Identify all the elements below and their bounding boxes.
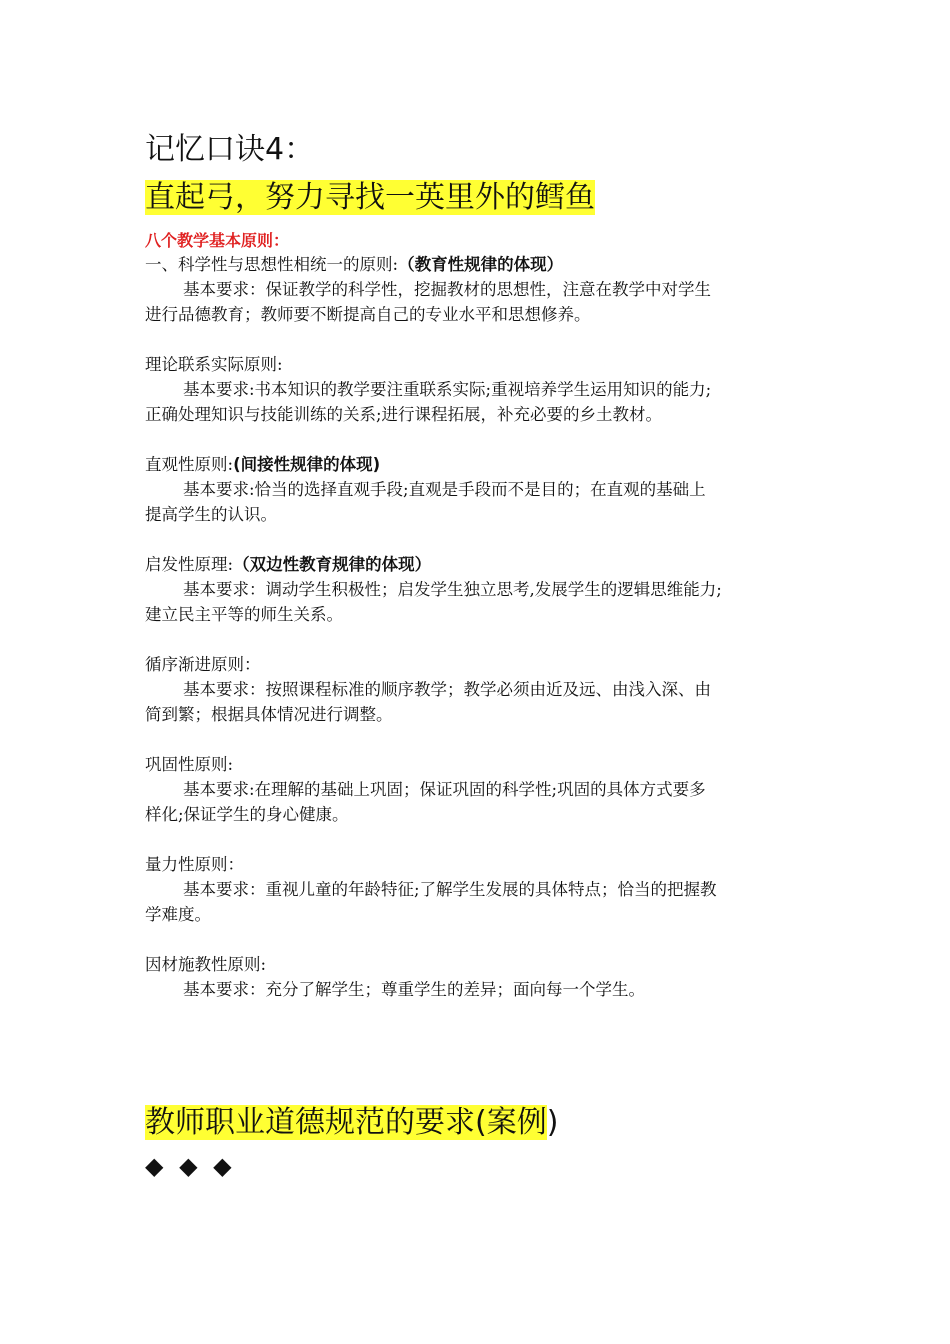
ethics-section	[145, 1097, 558, 1145]
diamond-bullets: ◆ ◆ ◆	[145, 1152, 236, 1180]
principle-8-line-1: 基本要求：充分了解学生；尊重学生的差异；面向每一个学生。	[183, 980, 645, 999]
principle-3-line-2: 提高学生的认识。	[145, 505, 277, 524]
principle-5-line-2: 简到繁；根据具体情况进行调整。	[145, 705, 393, 724]
principle-6-line-2: 样化;保证学生的身心健康。	[145, 805, 349, 824]
principle-1-label: 一、科学性与思想性相统一的原则:	[145, 255, 399, 274]
principle-7-line-1: 基本要求：重视儿童的年龄特征;了解学生发展的具体特点；恰当的把握教	[183, 880, 717, 899]
ethics-heading-part-a: 教师职业道德规范的要求(	[145, 1105, 487, 1140]
principle-3-title	[145, 452, 825, 477]
mnemonic-heading	[145, 176, 825, 220]
principle-4-line-1: 基本要求：调动学生积极性；启发学生独立思考,发展学生的逻辑思维能力;	[183, 580, 722, 599]
principle-7-title: 量力性原则：	[145, 855, 244, 874]
section-title: 八个教学基本原则：	[145, 231, 290, 250]
principle-4-label: 启发性原理:	[145, 555, 234, 574]
principle-7-line-2: 学难度。	[145, 905, 211, 924]
principle-1-note: （教育性规律的体现）	[398, 255, 564, 274]
principle-4-note: （双边性教育规律的体现）	[233, 555, 432, 574]
principle-6-line-1: 基本要求:在理解的基础上巩固；保证巩固的科学性;巩固的具体方式要多	[183, 780, 706, 799]
principle-4-line-2: 建立民主平等的师生关系。	[145, 605, 343, 624]
principle-2-line-2: 正确处理知识与技能训练的关系;进行课程拓展，补充必要的乡土教材。	[145, 405, 663, 424]
principle-3-label: 直观性原则:	[145, 455, 234, 474]
principle-5-title: 循序渐进原则：	[145, 655, 261, 674]
page-title: 记忆口诀4：	[145, 132, 315, 167]
principle-1-line-2: 进行品德教育；教师要不断提高自己的专业水平和思想修养。	[145, 305, 591, 324]
principle-6-title: 巩固性原则:	[145, 755, 234, 774]
principle-1-line-1: 基本要求：保证教学的科学性，挖掘教材的思想性，注意在教学中对学生	[183, 280, 711, 299]
mnemonic-highlight: 直起弓，努力寻找一英里外的鳕鱼	[145, 180, 595, 215]
main-content	[145, 128, 825, 1002]
principle-1-title	[145, 252, 825, 277]
principle-5-line-1: 基本要求：按照课程标准的顺序教学；教学必须由近及远、由浅入深、由	[183, 680, 711, 699]
principle-4-title	[145, 552, 825, 577]
ethics-heading-part-b: 案例	[486, 1105, 547, 1140]
ethics-heading	[145, 1101, 558, 1145]
principle-2-title: 理论联系实际原则:	[145, 355, 283, 374]
ethics-heading-part-c: )	[546, 1105, 559, 1140]
principle-2-line-1: 基本要求:书本知识的教学要注重联系实际;重视培养学生运用知识的能力;	[183, 380, 712, 399]
principle-3-line-1: 基本要求:恰当的选择直观手段;直观是手段而不是目的；在直观的基础上	[183, 480, 706, 499]
principle-8-title: 因材施教性原则:	[145, 955, 267, 974]
principle-3-note: (间接性规律的体现)	[233, 455, 381, 474]
